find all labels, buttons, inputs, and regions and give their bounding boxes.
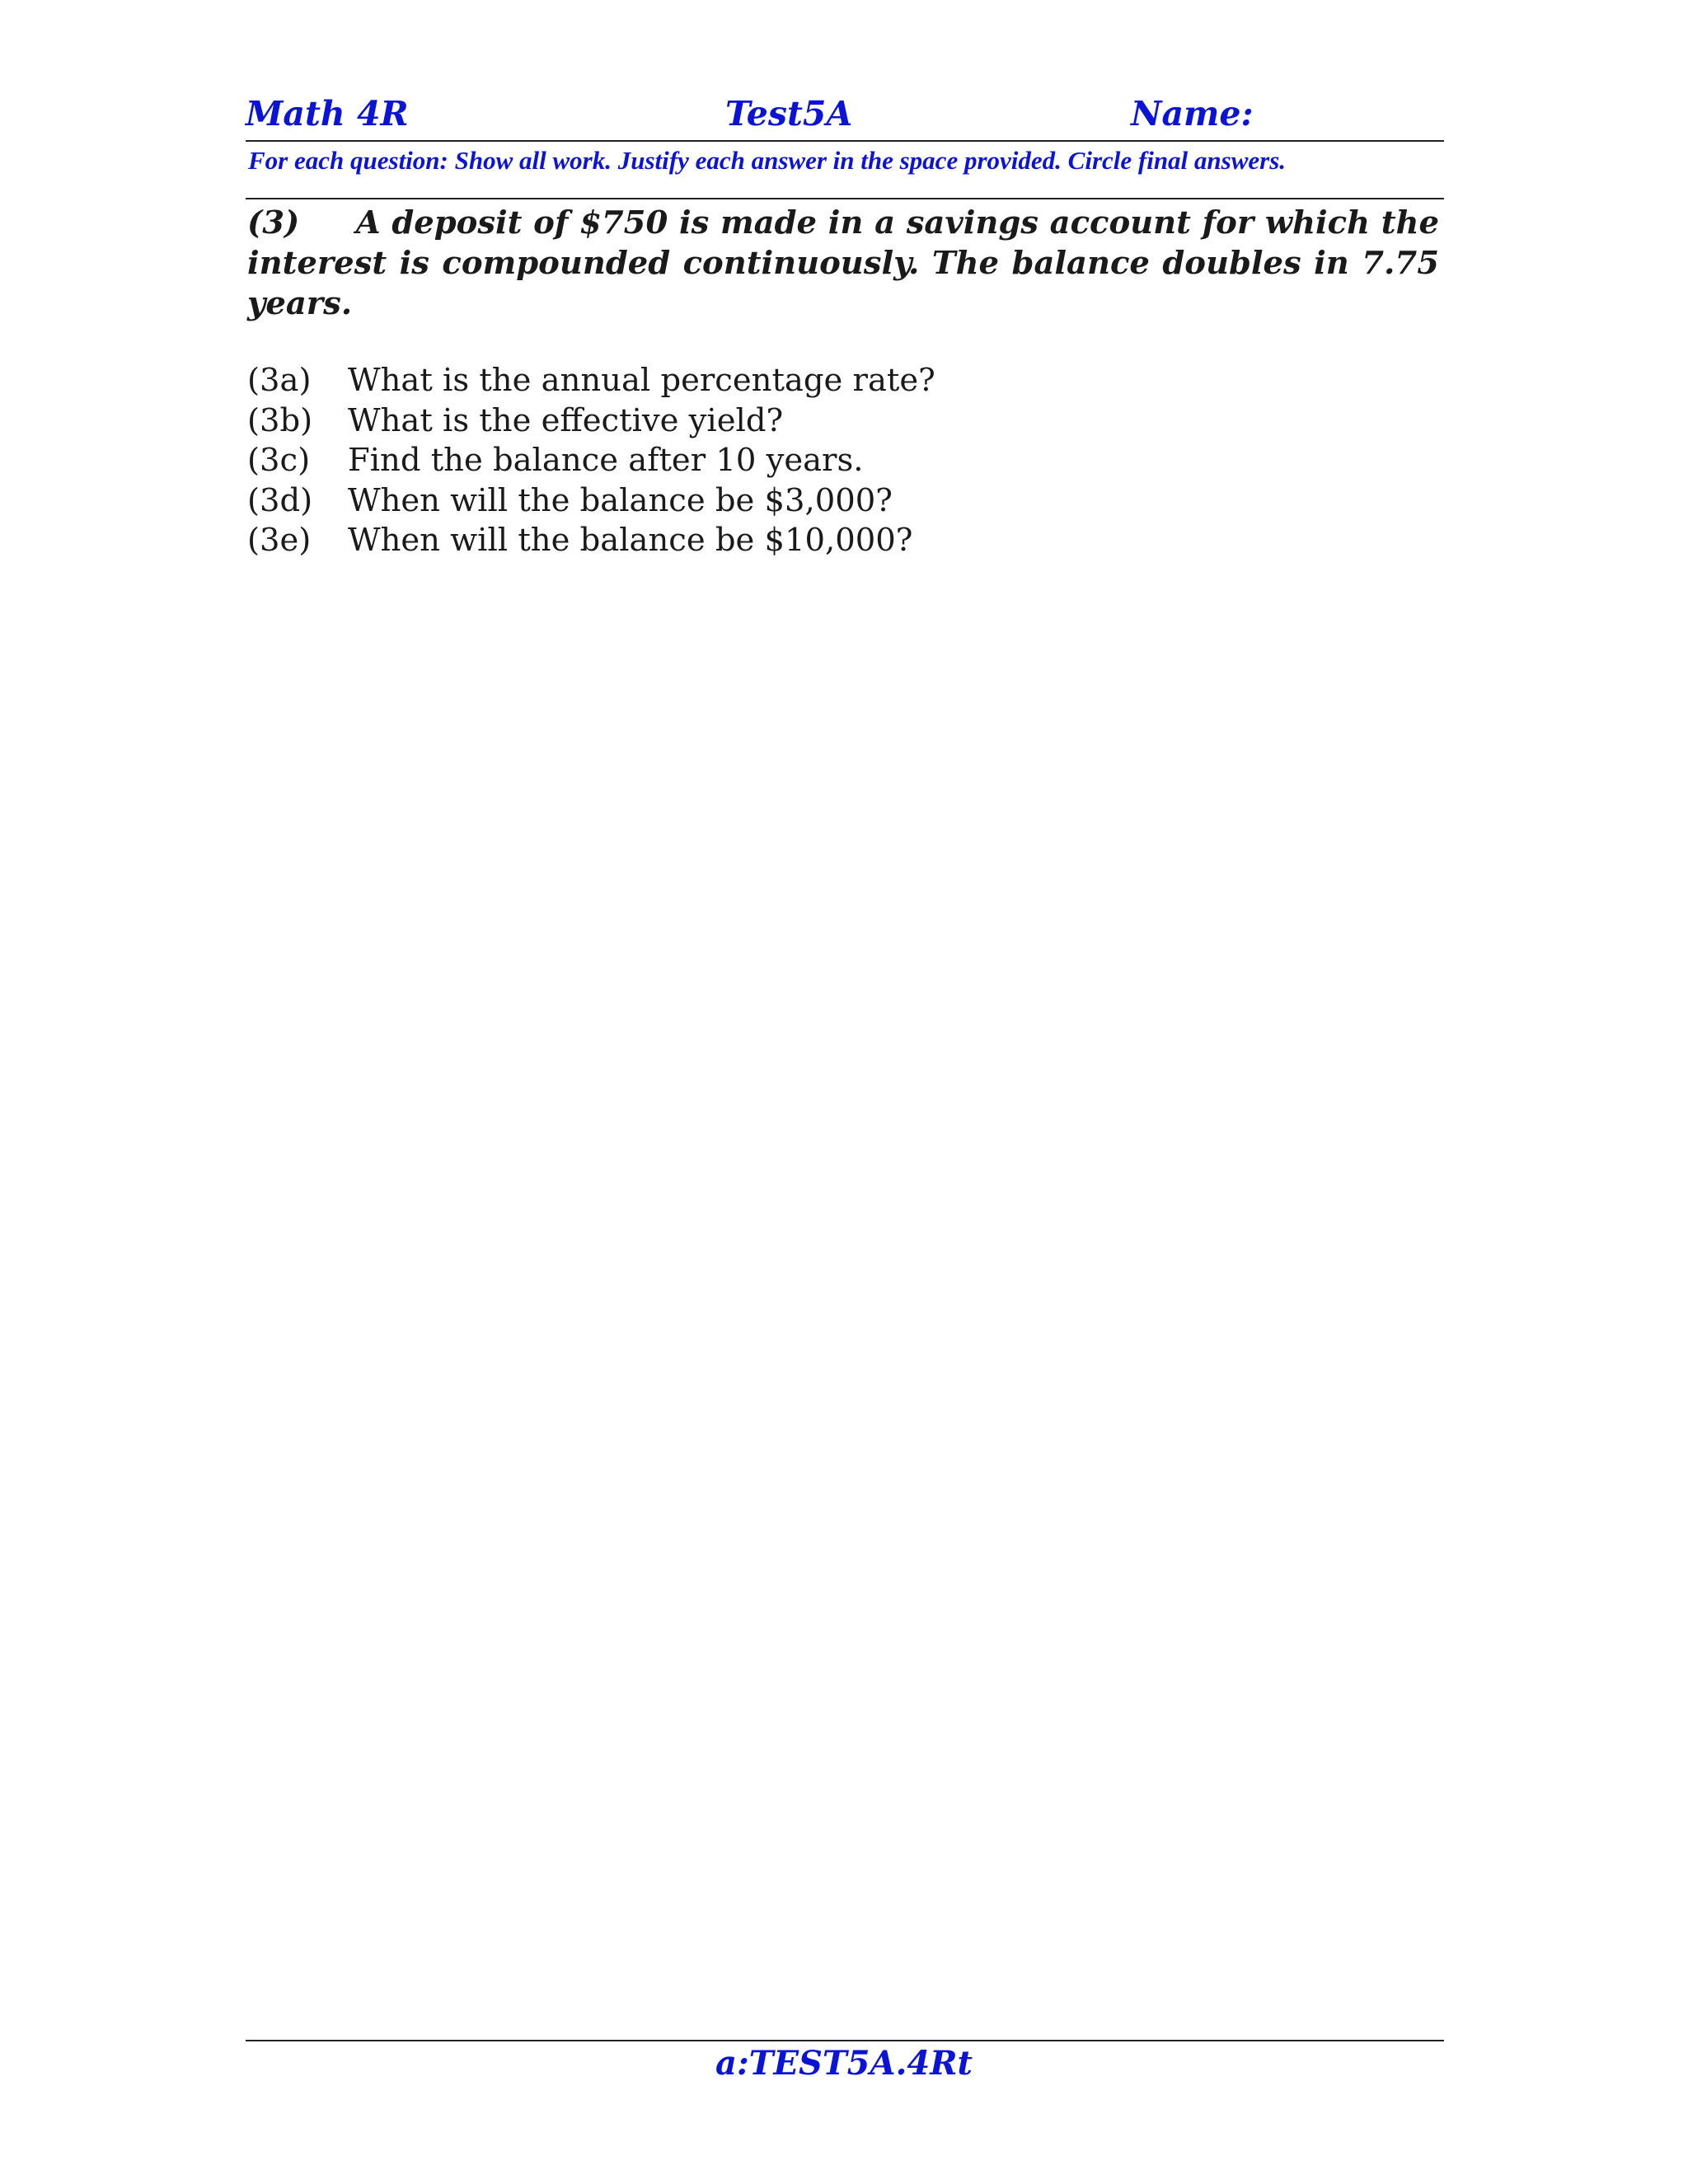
footer-filename: a:TEST5A.4Rt	[715, 2044, 973, 2083]
test-title: Test5A	[725, 94, 853, 134]
question-part	[247, 521, 935, 561]
question-part	[247, 441, 935, 481]
question-parts-list	[247, 361, 935, 561]
footer-divider	[246, 2040, 1444, 2041]
course-title: Math 4R	[246, 94, 409, 134]
part-label: (3b)	[247, 401, 313, 439]
problem-number: (3)	[247, 204, 300, 241]
instructions-divider	[246, 198, 1444, 199]
instructions-text: For each question: Show all work. Justify each answer in the space provided. Circle final answers.	[248, 146, 1287, 175]
part-label: (3d)	[247, 481, 313, 519]
part-text: When will the balance be $10,000?	[348, 522, 913, 559]
part-label: (3e)	[247, 522, 312, 559]
name-label: Name:	[1131, 94, 1254, 134]
part-text: What is the annual percentage rate?	[348, 362, 935, 399]
question-part	[247, 401, 935, 442]
question-part	[247, 481, 935, 522]
question-part	[247, 361, 935, 401]
header-divider	[246, 140, 1444, 142]
part-label: (3a)	[247, 362, 312, 399]
part-text: Find the balance after 10 years.	[348, 442, 864, 479]
part-text: What is the effective yield?	[348, 401, 784, 439]
problem-text: A deposit of $750 is made in a savings account for which the interest is compounded continuously. The balance doubles in 7.75 years.	[247, 204, 1439, 322]
problem-statement	[247, 203, 1439, 324]
part-label: (3c)	[247, 442, 311, 479]
part-text: When will the balance be $3,000?	[348, 481, 893, 519]
